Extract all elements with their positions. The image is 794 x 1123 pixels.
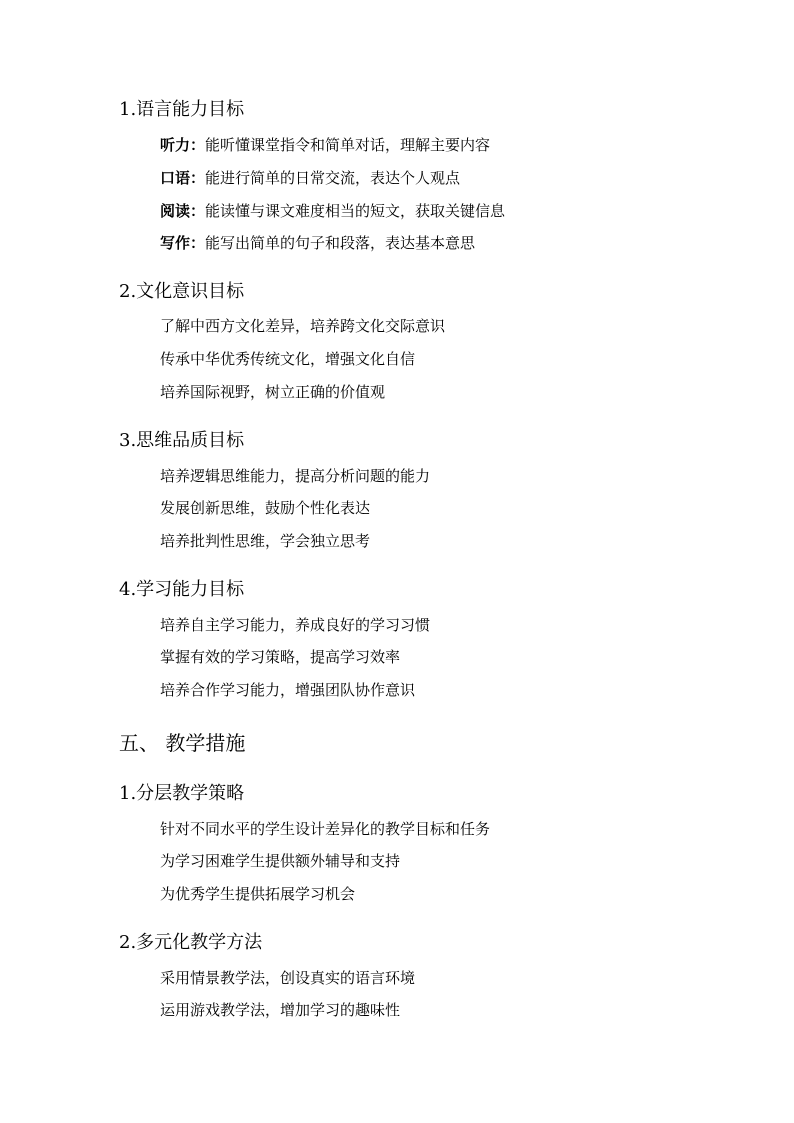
- list-item: 为优秀学生提供拓展学习机会: [160, 885, 356, 903]
- list-item: 培养合作学习能力，增强团队协作意识: [160, 681, 416, 699]
- section-heading-methods: 2.多元化教学方法: [119, 932, 263, 953]
- item-text: 能进行简单的日常交流，表达个人观点: [205, 169, 461, 187]
- section-heading-language: 1.语言能力目标: [119, 99, 245, 120]
- item-label: 阅读：: [160, 202, 206, 220]
- section-heading-tiered: 1.分层教学策略: [119, 783, 245, 804]
- list-item: 掌握有效的学习策略，提高学习效率: [160, 648, 401, 666]
- item-label: 听力：: [160, 136, 206, 154]
- list-item: [160, 233, 475, 253]
- list-item: [160, 168, 460, 188]
- list-item: 针对不同水平的学生设计差异化的教学目标和任务: [160, 820, 491, 838]
- list-item: 培养国际视野，树立正确的价值观: [160, 383, 386, 401]
- list-item: 了解中西方文化差异，培养跨文化交际意识: [160, 317, 446, 335]
- list-item: 培养自主学习能力，养成良好的学习习惯: [160, 616, 431, 634]
- item-text: 能听懂课堂指令和简单对话，理解主要内容: [205, 136, 491, 154]
- item-label: 写作：: [160, 234, 206, 252]
- list-item: 培养批判性思维，学会独立思考: [160, 532, 371, 550]
- list-item: 发展创新思维，鼓励个性化表达: [160, 499, 371, 517]
- chapter-heading: 五、 教学措施: [119, 731, 246, 755]
- list-item: 运用游戏教学法，增加学习的趣味性: [160, 1001, 401, 1019]
- item-label: 口语：: [160, 169, 206, 187]
- list-item: 传承中华优秀传统文化，增强文化自信: [160, 350, 416, 368]
- section-heading-culture: 2.文化意识目标: [119, 281, 245, 302]
- list-item: [160, 201, 505, 221]
- list-item: [160, 135, 490, 155]
- list-item: 采用情景教学法，创设真实的语言环境: [160, 969, 416, 987]
- item-text: 能写出简单的句子和段落，表达基本意思: [205, 234, 476, 252]
- item-text: 能读懂与课文难度相当的短文，获取关键信息: [205, 202, 506, 220]
- section-heading-thinking: 3.思维品质目标: [119, 430, 245, 451]
- section-heading-learning: 4.学习能力目标: [119, 579, 245, 600]
- list-item: 培养逻辑思维能力，提高分析问题的能力: [160, 467, 431, 485]
- list-item: 为学习困难学生提供额外辅导和支持: [160, 852, 401, 870]
